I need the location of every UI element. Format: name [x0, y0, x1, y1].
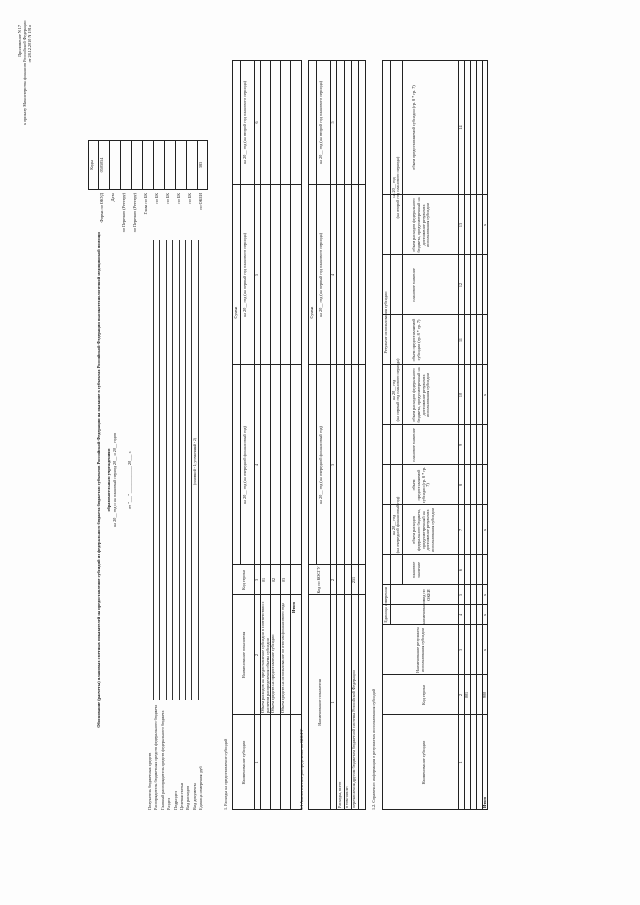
s12-sub-header: объем расходов федерального бюджета, предусмотренный на достижение результата использования субсидии: [411, 197, 431, 253]
field-underline[interactable]: [198, 240, 199, 700]
s12-year-label: на 20__ год: [391, 379, 396, 401]
s1-col-number: 6: [254, 121, 259, 124]
s12-col-line: [382, 714, 488, 715]
s12-col-code: Код строки: [421, 685, 426, 705]
s12-col-number: 2: [458, 693, 463, 697]
s12-col-number: 8: [458, 483, 463, 487]
s11-period-header: на 20__ год (на первый год планового периода): [318, 232, 323, 318]
s12-col-unit-okei: код по ОКЕИ: [421, 589, 431, 601]
field-underline[interactable]: [185, 240, 186, 700]
document-title-line-2: образовательным учреждениям: [106, 448, 111, 512]
s12-col-line: [382, 604, 488, 605]
s1-col-sum: Сумма: [233, 306, 238, 319]
code-label: по ОКЕИ: [198, 193, 203, 210]
s11-row-line: [336, 60, 337, 810]
s12-year-label: на 20__ год: [391, 514, 396, 536]
code-label: Дата: [110, 193, 115, 202]
s11-header-line: [316, 60, 317, 565]
s11-row-name: Расходы, всего: [337, 781, 342, 808]
field-underline[interactable]: [166, 240, 167, 700]
field-underline[interactable]: [153, 240, 154, 700]
doc-kind-note: (основной - 1; уточненный - 2): [193, 438, 197, 485]
s1-row-code: 01: [261, 577, 266, 583]
code-label: Глава по БК: [143, 193, 148, 215]
s12-row-code: 001: [464, 691, 469, 699]
s1-row-code: 03: [281, 577, 286, 583]
s11-col-name: Наименование показателя: [317, 679, 322, 726]
s11-col-number: 3: [330, 463, 335, 467]
code-label: по БК: [187, 193, 192, 204]
document-period: на 20__ год и на плановый период 20__ и 20__ годов: [112, 433, 117, 527]
code-label: по БК: [154, 193, 159, 204]
code-value: 383: [198, 161, 203, 169]
s12-year-sub: (на очередной финансовый год): [395, 496, 400, 554]
section-1-title: 1. Расходы на предоставление субсидий: [223, 738, 228, 810]
field-label: Единица измерения: руб: [198, 766, 204, 810]
s12-row-line: [470, 60, 471, 810]
field-underline[interactable]: [179, 240, 180, 700]
field-underline[interactable]: [172, 240, 173, 700]
s12-col-number: 11: [458, 337, 463, 343]
codes-row-line: [142, 140, 143, 190]
s12-x-mark: х: [482, 393, 487, 397]
field-underline[interactable]: [191, 240, 192, 700]
field-label: Получатель бюджетных средств: [147, 752, 152, 810]
s12-col-number: 13: [458, 222, 463, 228]
codes-row-line: [186, 140, 187, 190]
field-label: Подраздел: [172, 791, 178, 810]
s12-col-line: [382, 674, 488, 675]
field-label: Вид документа: [191, 783, 197, 810]
s1-col-number: 3: [254, 578, 259, 582]
s12-x-mark: х: [482, 648, 487, 652]
s1-col-number: 5: [254, 273, 259, 277]
appendix-block: [17, 20, 32, 125]
s1-row-name: Объем средств на использование по итогам финансового года: [280, 602, 285, 713]
s12-x-mark: х: [482, 528, 487, 532]
s1-col-name: Наименование субсидии: [241, 740, 246, 785]
code-value: 0505054: [99, 157, 104, 173]
s12-sub-header: объем предоставляемой субсидии (гр. 8 * гр. 7): [411, 318, 421, 362]
s11-col-sum: Сумма: [309, 306, 314, 319]
s12-year-line: [402, 60, 403, 585]
s12-sub-header: объем расходов федерального бюджета, предусмотренный на достижение результата использования субсидии: [411, 507, 436, 553]
s1-col-number: 2: [254, 653, 259, 657]
s12-row-line: [476, 60, 477, 810]
document-date: от "___" _____________ 20___ г.: [127, 451, 132, 509]
s11-col-number: 1: [330, 701, 335, 704]
s1-row-line: [290, 60, 291, 810]
s1-col-number: 1: [254, 761, 259, 764]
codes-row-line: [120, 140, 121, 190]
codes-row-line: [175, 140, 176, 190]
codes-box: [88, 140, 208, 190]
s11-row-name: в том числе:: [344, 786, 349, 808]
s12-col-number: 3: [458, 648, 463, 652]
s12-year-label: на 20__ год: [391, 177, 396, 198]
field-label: Раздел: [166, 798, 172, 810]
s11-row-line: [358, 60, 359, 810]
s11-period-header: на 20__ год (на второй год планового периода): [318, 81, 323, 164]
s11-col-number: 4: [330, 273, 335, 277]
s1-row-name: Объем средств на предоставление субсидии: [270, 634, 275, 713]
appendix-line-2: к приказу Министерства финансов Российской Федерации: [21, 20, 27, 125]
s1-col-rownames: Наименование показателя: [241, 631, 246, 679]
appendix-line-3: от 28.12.2010 N 191н: [26, 25, 32, 63]
s12-col-result: Наименование результата использования субсидии: [415, 627, 425, 673]
s11-row-line: [344, 60, 345, 810]
s1-col-number: 4: [254, 463, 259, 467]
appendix-line-1: Приложение N 17: [17, 25, 22, 57]
s12-col-number: 4: [458, 613, 463, 617]
s12-col-number: 5: [458, 593, 463, 597]
s12-col-results: Результат использования субсидии: [383, 291, 388, 354]
code-label: Форма по ОКУД: [99, 193, 104, 223]
s12-col-number: 1: [458, 761, 463, 764]
s12-sub-header: плановое значение: [411, 428, 416, 462]
s12-col-number: 12: [458, 282, 463, 288]
code-label: по Перечню (Реестру): [132, 193, 137, 233]
s1-period-header: на 20__ год (на очередной финансовый год): [242, 426, 247, 504]
s12-row-code: 900: [482, 691, 487, 699]
codes-row-line: [164, 140, 165, 190]
field-underline[interactable]: [159, 240, 160, 700]
s1-period-header: на 20__ год (на первый год планового периода): [242, 232, 247, 318]
s12-sub-header: плановое значение: [411, 268, 416, 302]
field-label: Главный распорядитель средств федерального бюджета: [159, 710, 165, 810]
field-label: Вид расходов: [185, 785, 191, 810]
field-label: Целевая статья: [179, 783, 184, 810]
codes-header: Коды: [89, 160, 94, 170]
s11-period-header: на 20__ год (на очередной финансовый год): [318, 426, 323, 504]
s12-col-unit-name: наименование: [421, 599, 426, 625]
s1-period-header: на 20__ год (на второй год планового периода): [242, 81, 247, 164]
s12-sub-header: объем предоставляемой субсидии (гр. 8 * гр. 7): [411, 85, 416, 170]
s12-year-sub: (на второй год планового периода): [395, 156, 400, 219]
s1-total-label: Итого: [291, 601, 296, 613]
section-1-2-title: 1.2. Справочно: информация о результатах использования субсидий: [371, 688, 376, 810]
code-label: по БК: [176, 193, 181, 204]
s12-col-number: 9: [458, 443, 463, 447]
codes-row-line: [109, 140, 110, 190]
s12-total-label: Итого: [482, 796, 487, 808]
s12-col-line: [382, 624, 488, 625]
s11-row-code: 251: [351, 576, 356, 584]
s12-col-unit: Единица измерения: [383, 587, 388, 623]
s12-x-mark: х: [482, 593, 487, 597]
s12-sub-header: плановое значение: [411, 561, 421, 579]
code-label: по БК: [165, 193, 170, 204]
codes-row-line: [131, 140, 132, 190]
s1-header-line: [240, 60, 241, 565]
codes-row-line: [153, 140, 154, 190]
s12-unit-line: [390, 585, 391, 625]
s12-sub-header: объем расходов федерального бюджета, предусмотренный на достижение результата использования субсидии: [411, 367, 431, 423]
code-label: по Перечню (Реестру): [121, 193, 126, 233]
s11-col-code: Код по КОСГУ: [316, 566, 321, 594]
s12-x-mark: х: [482, 613, 487, 617]
s12-year-sub: (на первый год планового периода): [395, 358, 400, 422]
field-label: Распорядитель бюджетных средств федерального бюджета: [153, 704, 159, 810]
s12-col-number: 6: [458, 568, 463, 572]
s12-col-number: 7: [458, 528, 463, 532]
s12-sub-header: объем предоставляемой субсидии (гр. 8 * гр. 7): [411, 466, 431, 504]
s11-col-number: 5: [330, 121, 335, 124]
s1-col-code: Код строки: [241, 570, 246, 590]
s1-row-name: Объем расходов на предоставление субсидии в соответствии с расчетом распределения объема субсидии: [260, 601, 270, 713]
s12-col-number: 14: [458, 125, 463, 130]
s12-results-line: [390, 60, 391, 585]
section-1-1-title: 1.1 Аналитическое распределение по КОСГУ: [299, 728, 304, 810]
s1-row-code: 02: [271, 577, 276, 583]
s11-row-name: перечисления другим бюджетам бюджетной системы Российской Федерации: [351, 670, 356, 808]
s12-x-mark: х: [482, 223, 487, 227]
s12-col-number: 10: [458, 392, 463, 398]
s11-col-number: 2: [330, 578, 335, 582]
s12-col-name: Наименование субсидии: [421, 740, 426, 785]
document-title: Обоснование (расчеты) плановых сметных показателей на предоставление субсидий из федерального бюджета бюджетам субъектов Российской Федерации на оказание в субъектах Российской Федерации высокотехнологичной медицинской помощи: [96, 232, 101, 728]
